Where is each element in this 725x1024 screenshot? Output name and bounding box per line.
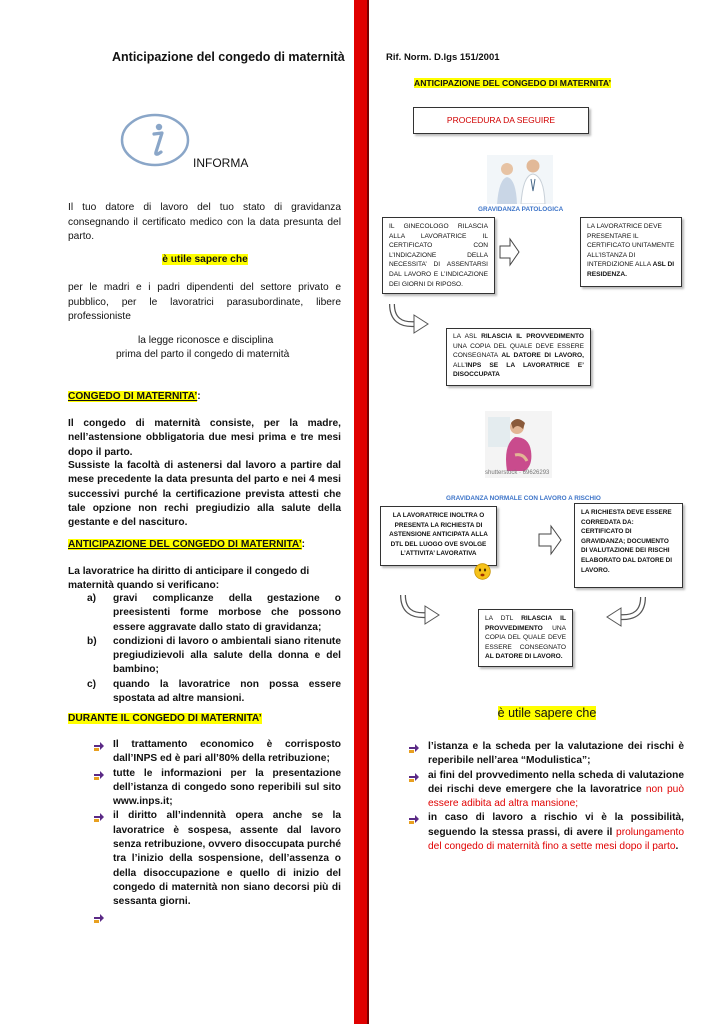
- utile-sapere-right: è utile sapere che: [497, 706, 597, 720]
- list-item: l’istanza e la scheda per la valutazione dei rischi è reperibile nell’area “Modulistica”;: [408, 740, 684, 769]
- procedura-box: PROCEDURA DA SEGUIRE: [413, 107, 589, 134]
- informa-label: INFORMA: [193, 156, 249, 170]
- image-watermark: shutterstock · 69626293: [485, 470, 550, 476]
- pregnant-woman-image: [485, 411, 552, 478]
- flow-box-dtl-provvedimento: LA DTL RILASCIA IL PROVVEDIMENTO UNA COPIA DEL QUALE DEVE ESSERE CONSEGNATO AL DATORE DI LAVORO.: [478, 609, 573, 667]
- red-divider-edge: [367, 0, 369, 1024]
- legge-line-2: prima del parto il congedo di maternità: [116, 349, 290, 360]
- flow-box-asl-provvedimento: LA ASL RILASCIA IL PROVVEDIMENTO UNA COPIA DEL QUALE DEVE ESSERE CONSEGNATA AL DATORE DI LAVORO, ALL’INPS SE LA LAVORATRICE E’ DISOCCUPATA: [446, 328, 591, 386]
- legge-line-1: la legge riconosce e disciplina: [138, 335, 274, 346]
- per-madri-paragraph: per le madri e i padri dipendenti del settore privato e pubblico, per le lavoratrici parasubordinate, libere professioniste: [68, 282, 341, 322]
- list-item: il diritto all’indennità opera anche se la lavoratrice è sospesa, assente dal lavoro senza retribuzione, ovvero disoccupata purché tra l’inizio della sospensione, dell’assenza o della disoccupazione e quello di inizio del congedo di maternità non siano decorsi più di sessanta giorni.: [93, 809, 341, 909]
- arrow-bullet-icon: [408, 771, 420, 783]
- arrow-bullet-icon: [93, 912, 105, 924]
- list-item: in caso di lavoro a rischio vi è la possibilità, seguendo la stessa prassi, di avere il prolungamento del congedo di maternità fino a sette mesi dopo il parto.: [408, 811, 684, 854]
- durante-list: [93, 738, 341, 926]
- flow-box-istanza-asl: LA LAVORATRICE DEVE PRESENTARE IL CERTIFICATO UNITAMENTE ALL’ISTANZA DI INTERDIZIONE ALLA ASL DI RESIDENZA.: [580, 217, 682, 287]
- list-item-empty: [93, 910, 341, 926]
- anticipazione-heading-right: ANTICIPAZIONE DEL CONGEDO DI MATERNITA’: [414, 78, 612, 88]
- curved-arrow-icon: [603, 593, 649, 627]
- gravidanza-normale-label: GRAVIDANZA NORMALE CON LAVORO A RISCHIO: [446, 495, 601, 502]
- utile-sapere-left: è utile sapere che: [162, 254, 248, 265]
- congedo-paragraph-1: Il congedo di maternità consiste, per la madre, nell’astensione obbligatoria due mesi prima e tre mesi dopo il parto.: [68, 418, 341, 458]
- curved-arrow-icon: [397, 591, 443, 625]
- arrow-bullet-icon: [93, 811, 105, 823]
- flow-box-documentazione: LA RICHIESTA DEVE ESSERE CORREDATA DA: CERTIFICATO DI GRAVIDANZA; DOCUMENTO DI VALUTAZIONE DEI RISCHI ELABORATO DAL DATORE DI LAVORO.: [574, 503, 683, 588]
- doctor-patient-image: [487, 155, 553, 204]
- anticipazione-intro: La lavoratrice ha diritto di anticipare il congedo di maternità quando si verificano:: [68, 566, 310, 592]
- info-icon: [120, 113, 192, 167]
- condition-item: c) quando la lavoratrice non possa essere spostata ad altre mansioni.: [87, 678, 341, 705]
- intro-paragraph: Il tuo datore di lavoro del tuo stato di gravidanza consegnando il certificato medico con la data presunta del parto.: [68, 202, 341, 242]
- utile-list: [408, 740, 684, 854]
- arrow-bullet-icon: [93, 740, 105, 752]
- list-item: ai fini del provvedimento nella scheda di valutazione dei rischi deve emergere che la lavoratrice non può essere adibita ad altra mansione;: [408, 769, 684, 812]
- worried-face-icon: [474, 563, 491, 580]
- list-item: tutte le informazioni per la presentazione dell’istanza di congedo sono reperibili sul sito www.inps.it;: [93, 767, 341, 810]
- arrow-right-icon: [499, 237, 520, 267]
- arrow-bullet-icon: [408, 813, 420, 825]
- arrow-bullet-icon: [93, 769, 105, 781]
- gravidanza-patologica-label: GRAVIDANZA PATOLOGICA: [478, 206, 564, 213]
- red-divider: [354, 0, 367, 1024]
- curved-arrow-icon: [386, 300, 432, 334]
- flow-box-ginecologo: IL GINECOLOGO RILASCIA ALLA LAVORATRICE IL CERTIFICATO CON L’INDICAZIONE DELLA NECESSITA’ DI ASSENTARSI DAL LAVORO E L’INDICAZIONE DEI GIORNI DI RIPOSO.: [382, 217, 495, 294]
- list-item: Il trattamento economico è corrisposto dall’INPS ed è pari all’80% della retribuzione;: [93, 738, 341, 767]
- page-title: Anticipazione del congedo di maternità: [112, 50, 345, 64]
- condition-item: a) gravi complicanze della gestazione o preesistenti forme morbose che possono essere aggravate dallo stato di gravidanza;: [87, 593, 341, 633]
- arrow-right-icon: [538, 524, 562, 556]
- flow-box-richiesta-dtl: LA LAVORATRICE INOLTRA O PRESENTA LA RICHIESTA DI ASTENSIONE ANTICIPATA ALLA DTL DEL LUOGO OVE SVOLGE L’ATTIVITA’ LAVORATIVA: [380, 506, 497, 566]
- condition-item: b) condizioni di lavoro o ambientali siano ritenute pregiudizievoli alla salute della donna e del bambino;: [87, 635, 341, 676]
- congedo-paragraph-2: Sussiste la facoltà di astenersi dal lavoro a partire dal mese precedente la data presunta del parto e nei 4 mesi successivi purché la certificazione prevista attesti che tale opzione non rechi pregiudizio alla salute della gestante e del nascituro.: [68, 460, 341, 529]
- rif-norm: Rif. Norm. D.lgs 151/2001: [386, 52, 500, 63]
- conditions-list: [87, 592, 341, 706]
- congedo-heading: CONGEDO DI MATERNITA’:: [68, 391, 201, 402]
- arrow-bullet-icon: [408, 742, 420, 754]
- anticipazione-heading-left: ANTICIPAZIONE DEL CONGEDO DI MATERNITA’:: [68, 539, 305, 550]
- durante-heading: DURANTE IL CONGEDO DI MATERNITA’: [68, 713, 262, 724]
